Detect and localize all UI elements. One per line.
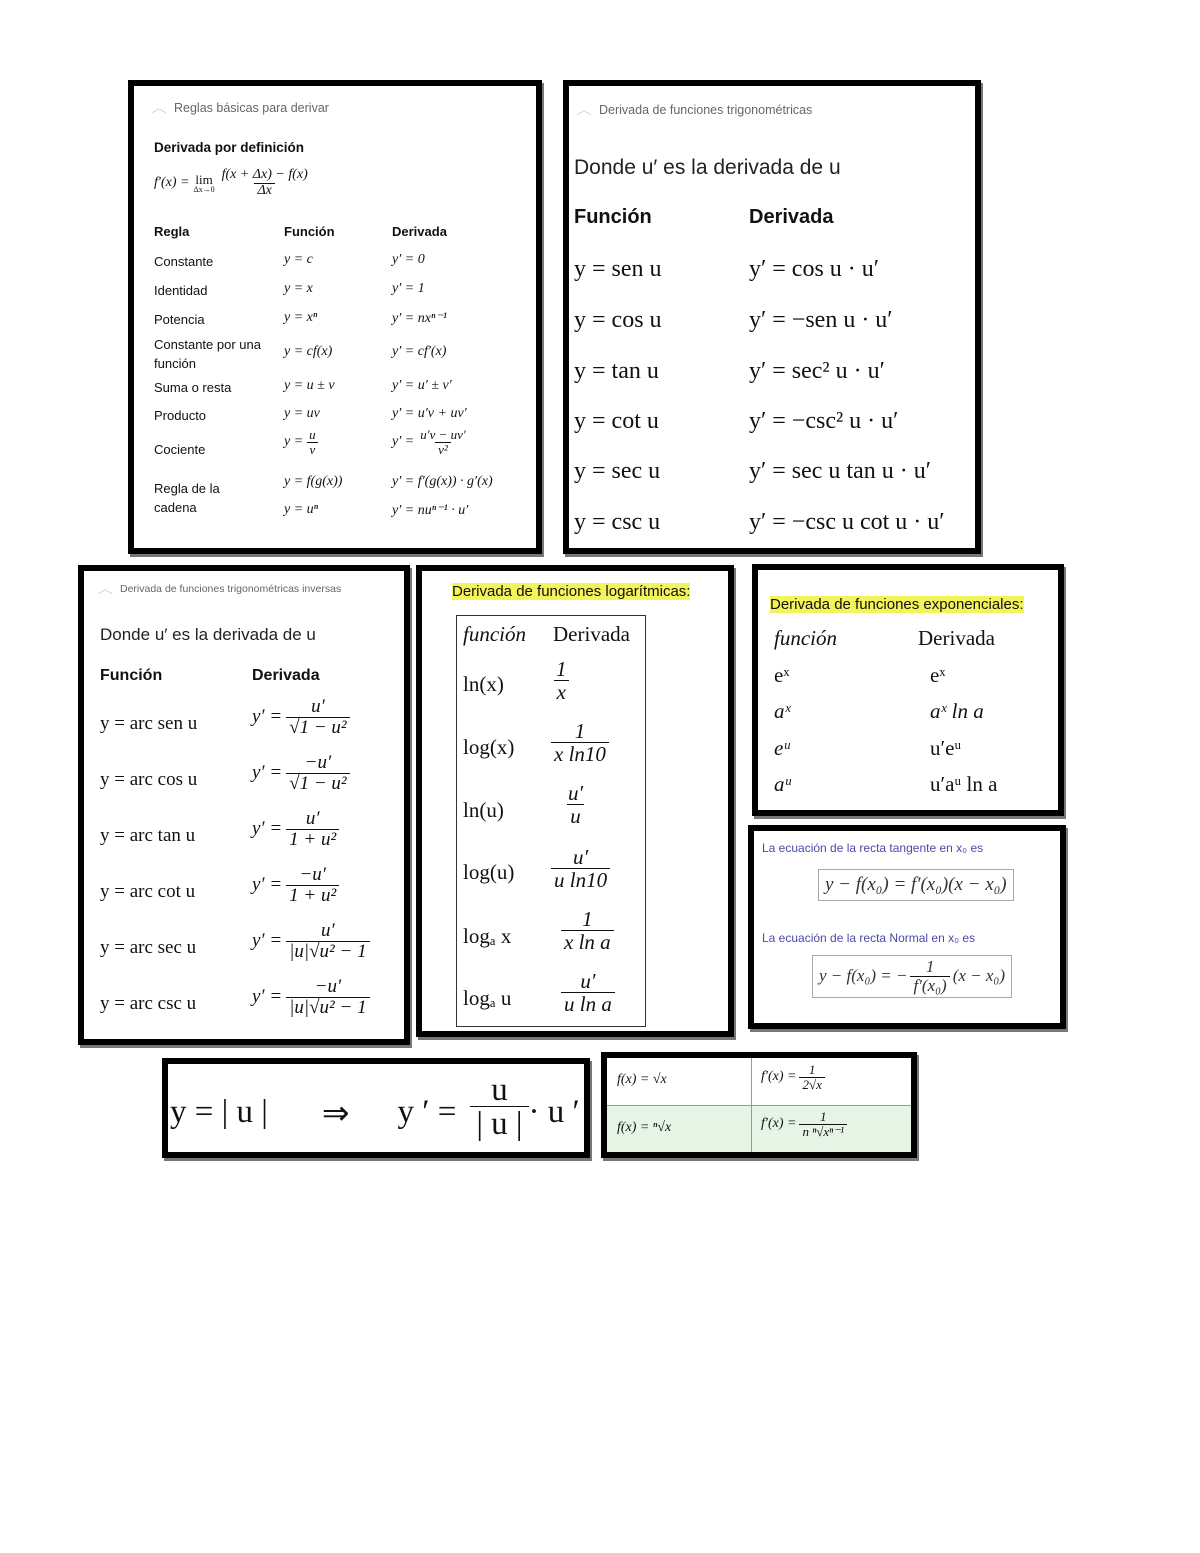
log-fraction xyxy=(551,720,609,765)
inverse-deriv xyxy=(252,977,370,1018)
tangent-normal-panel xyxy=(748,825,1066,1029)
exp-deriv: u′eᵘ xyxy=(930,736,962,760)
log-num: u′ xyxy=(580,969,596,993)
trig-deriv: y′ = cos u · u′ xyxy=(749,256,880,282)
log-den: x xyxy=(554,680,569,703)
normal-den: f′(x₀) xyxy=(910,976,949,995)
limit xyxy=(193,173,214,194)
rule-deriv: y′ = f′(g(x)) · g′(x) xyxy=(392,474,493,489)
inverse-fraction xyxy=(286,809,339,850)
tangent-label: La ecuación de la recta tangente en x₀ es xyxy=(762,841,984,855)
rule-func xyxy=(284,428,319,456)
rule-func: y = x xyxy=(284,281,313,296)
inverse-den: 1 + u² xyxy=(286,829,339,850)
exp-func: aˣ xyxy=(774,699,791,723)
log-fraction xyxy=(565,782,586,827)
log-den: u xyxy=(567,804,584,827)
inverse-deriv xyxy=(252,753,350,794)
exp-deriv: u′aᵘ ln a xyxy=(930,772,998,796)
root-deriv xyxy=(761,1110,847,1138)
exp-title-text: Derivada de funciones exponenciales: xyxy=(770,596,1024,613)
inverse-num: −u′ xyxy=(304,752,332,773)
log-den: u ln10 xyxy=(551,868,610,891)
col-func-header: Función xyxy=(284,224,335,239)
root-num: 1 xyxy=(808,1062,816,1077)
exp-title xyxy=(770,596,1024,613)
basic-rules-header-label: Reglas básicas para derivar xyxy=(174,100,329,115)
log-func: logₐ u xyxy=(463,986,512,1010)
inverse-den: √1 − u² xyxy=(286,773,349,794)
exp-panel xyxy=(752,564,1064,816)
log-num: u′ xyxy=(573,845,589,869)
rule-func: y = uv xyxy=(284,406,320,421)
log-num: 1 xyxy=(556,657,567,681)
chevron-up-icon[interactable]: ︿ xyxy=(97,585,113,596)
inverse-deriv xyxy=(252,697,350,738)
inverse-den: 1 + u² xyxy=(286,885,339,906)
inverse-num: u′ xyxy=(305,808,320,829)
rule-name: Potencia xyxy=(154,312,205,327)
rule-deriv xyxy=(392,428,469,456)
inverse-fraction xyxy=(286,697,349,738)
rule-name: Identidad xyxy=(154,283,208,298)
inverse-deriv-lhs: y′ = xyxy=(252,874,283,896)
roots-row xyxy=(607,1106,911,1152)
log-deriv xyxy=(551,720,609,765)
implies-icon: ⇒ xyxy=(321,1095,350,1132)
root-deriv xyxy=(761,1063,825,1091)
log-func: log(x) xyxy=(463,735,515,759)
inverse-deriv-lhs: y′ = xyxy=(252,762,283,784)
trig-func: y = cot u xyxy=(574,408,659,434)
basic-rules-panel xyxy=(128,80,542,554)
inverse-func: y = arc sec u xyxy=(100,937,197,958)
inverse-deriv xyxy=(252,865,339,906)
rule-func: y = uⁿ xyxy=(284,502,319,517)
abs-fraction xyxy=(470,1072,528,1142)
rule-deriv: y′ = u′v + uv′ xyxy=(392,406,467,421)
basic-rules-header[interactable] xyxy=(151,100,329,115)
exp-deriv: aˣ ln a xyxy=(930,699,984,723)
log-deriv xyxy=(553,658,570,703)
trig-deriv: y′ = sec u tan u · u′ xyxy=(749,458,931,484)
log-deriv xyxy=(561,970,615,1015)
inverse-col-deriv: Derivada xyxy=(252,667,320,684)
trig-func: y = cos u xyxy=(574,307,662,333)
inverse-deriv-lhs: y′ = xyxy=(252,818,283,840)
log-func: ln(x) xyxy=(463,672,504,696)
log-func: logₐ x xyxy=(463,924,512,948)
root-deriv-lhs: f′(x) = xyxy=(761,1069,797,1085)
trig-deriv: y′ = −sen u · u′ xyxy=(749,307,893,333)
quotient-func-lhs: y = xyxy=(284,434,304,450)
roots-divider xyxy=(751,1106,752,1152)
trig-col-deriv: Derivada xyxy=(749,206,834,228)
abs-den: | u | xyxy=(470,1106,528,1142)
rule-deriv: y′ = cf′(x) xyxy=(392,344,447,359)
rule-func: y = c xyxy=(284,252,313,267)
log-panel xyxy=(416,565,734,1037)
quotient-deriv-den: v² xyxy=(435,442,451,457)
inverse-den: |u|√u² − 1 xyxy=(286,997,369,1018)
log-den: u ln a xyxy=(561,992,615,1015)
definition-formula xyxy=(154,168,311,198)
log-fraction xyxy=(551,846,610,891)
quotient-deriv-num: u′v − uv′ xyxy=(420,427,466,442)
log-deriv xyxy=(551,846,610,891)
log-deriv xyxy=(565,782,586,827)
definition-lhs: f′(x) = xyxy=(154,175,190,191)
inverse-func: y = arc csc u xyxy=(100,993,197,1014)
rule-name: Regla de la cadena xyxy=(154,481,220,515)
inverse-fraction xyxy=(286,977,369,1018)
rule-deriv: y′ = nuⁿ⁻¹ · u′ xyxy=(392,503,469,518)
inverse-trig-panel xyxy=(78,565,410,1045)
limit-label: lim xyxy=(195,171,213,187)
rule-deriv: y′ = nxⁿ⁻¹ xyxy=(392,311,447,326)
inverse-deriv-lhs: y′ = xyxy=(252,986,283,1008)
definition-den: Δx xyxy=(254,183,274,199)
inverse-den: √1 − u² xyxy=(286,717,349,738)
inverse-num: u′ xyxy=(311,696,325,717)
root-fraction xyxy=(799,1063,824,1091)
log-fraction xyxy=(553,658,570,703)
root-fraction xyxy=(799,1110,847,1138)
chevron-up-icon[interactable]: ︿ xyxy=(151,104,167,115)
definition-title: Derivada por definición xyxy=(154,140,305,155)
log-col-deriv: Derivada xyxy=(553,622,630,646)
inverse-func: y = arc tan u xyxy=(100,825,196,846)
definition-fraction xyxy=(219,168,311,198)
rule-func: y = u ± v xyxy=(284,378,335,393)
trig-deriv: y′ = −csc² u · u′ xyxy=(749,408,899,434)
log-num: 1 xyxy=(574,719,586,743)
col-deriv-header: Derivada xyxy=(392,224,447,239)
root-den: n ⁿ√xⁿ⁻¹ xyxy=(799,1124,847,1139)
trig-deriv: y′ = −csc u cot u · u′ xyxy=(749,509,945,535)
abs-deriv-lhs: y ′ = xyxy=(397,1094,457,1131)
quotient-deriv-lhs: y′ = xyxy=(392,434,415,450)
inverse-deriv xyxy=(252,921,370,962)
normal-num: 1 xyxy=(925,957,935,976)
inverse-fraction xyxy=(286,753,349,794)
trig-panel xyxy=(563,80,981,554)
limit-sub: Δx→0 xyxy=(193,184,215,194)
trig-func: y = tan u xyxy=(574,358,659,384)
log-title xyxy=(452,583,690,600)
log-table xyxy=(456,615,646,1027)
trig-col-func: Función xyxy=(574,206,652,228)
tangent-equation: y − f(x₀) = f′(x₀)(x − x₀) xyxy=(818,869,1014,901)
inverse-func: y = arc sen u xyxy=(100,713,198,734)
inverse-fraction xyxy=(286,865,339,906)
abs-num: u xyxy=(491,1072,508,1108)
trig-deriv: y′ = sec² u · u′ xyxy=(749,358,885,384)
root-den: 2√x xyxy=(799,1077,824,1092)
inverse-num: −u′ xyxy=(314,976,342,997)
rule-func: y = cf(x) xyxy=(284,344,333,359)
trig-func: y = sen u xyxy=(574,256,662,282)
trig-intro: Donde u′ es la derivada de u xyxy=(574,156,841,179)
exp-func: eᵘ xyxy=(774,736,790,760)
quotient-func-frac xyxy=(306,428,319,456)
inverse-col-func: Función xyxy=(100,667,163,684)
exp-deriv: eˣ xyxy=(930,663,946,687)
rule-deriv: y′ = 0 xyxy=(392,252,425,267)
inverse-deriv-lhs: y′ = xyxy=(252,930,283,952)
absolute-value-formula xyxy=(170,1072,580,1142)
inverse-intro: Donde u′ es la derivada de u xyxy=(100,625,316,644)
inverse-header[interactable] xyxy=(97,581,342,596)
root-func: f(x) = ⁿ√x xyxy=(617,1120,672,1135)
col-rule-header: Regla xyxy=(154,224,190,239)
log-func: log(u) xyxy=(463,860,515,884)
log-col-func: función xyxy=(463,622,526,646)
log-den: x ln10 xyxy=(551,742,609,765)
normal-equation xyxy=(812,955,1012,998)
exp-col-deriv: Derivada xyxy=(918,626,995,650)
log-deriv xyxy=(561,908,614,953)
inverse-num: u′ xyxy=(321,920,335,941)
trig-func: y = sec u xyxy=(574,458,661,484)
normal-rhs: (x − x₀) xyxy=(952,966,1005,986)
root-deriv-lhs: f′(x) = xyxy=(761,1116,797,1132)
exp-col-func: función xyxy=(774,626,837,650)
exp-func: aᵘ xyxy=(774,772,791,796)
rule-deriv: y′ = 1 xyxy=(392,281,425,296)
inverse-func: y = arc cot u xyxy=(100,881,196,902)
abs-lhs: y = | u | xyxy=(170,1094,268,1131)
trig-header[interactable] xyxy=(576,102,813,117)
inverse-num: −u′ xyxy=(299,864,326,885)
quotient-func-den: v xyxy=(307,442,319,457)
inverse-deriv xyxy=(252,809,339,850)
rule-name: Constante xyxy=(154,254,214,269)
log-fraction xyxy=(561,908,614,953)
log-fraction xyxy=(561,970,615,1015)
inverse-deriv-lhs: y′ = xyxy=(252,706,283,728)
exp-func: eˣ xyxy=(774,663,790,687)
log-num: 1 xyxy=(582,907,593,931)
log-den: x ln a xyxy=(561,930,614,953)
rule-func: y = f(g(x)) xyxy=(284,474,343,489)
root-func: f(x) = √x xyxy=(617,1072,667,1087)
chevron-up-icon[interactable]: ︿ xyxy=(576,106,592,117)
normal-label: La ecuación de la recta Normal en x₀ es xyxy=(762,931,976,945)
roots-panel xyxy=(601,1052,917,1158)
inverse-fraction xyxy=(286,921,369,962)
rule-func: y = xⁿ xyxy=(284,310,318,325)
quotient-deriv-frac xyxy=(417,428,469,456)
inverse-den: |u|√u² − 1 xyxy=(286,941,369,962)
rule-name: Constante por una función xyxy=(154,337,261,371)
inverse-header-label: Derivada de funciones trigonométricas inversas xyxy=(120,582,342,595)
normal-fraction xyxy=(910,958,949,995)
rule-name: Cociente xyxy=(154,442,206,457)
rule-name: Suma o resta xyxy=(154,380,232,395)
roots-row xyxy=(607,1058,911,1106)
log-func: ln(u) xyxy=(463,798,504,822)
rule-deriv: y′ = u′ ± v′ xyxy=(392,378,452,393)
inverse-func: y = arc cos u xyxy=(100,769,198,790)
trig-header-label: Derivada de funciones trigonométricas xyxy=(599,102,813,117)
rule-name: Producto xyxy=(154,408,207,423)
root-num: 1 xyxy=(819,1109,827,1124)
roots-divider xyxy=(751,1058,752,1105)
log-title-text: Derivada de funciones logarítmicas: xyxy=(452,583,691,600)
definition-num: f(x + Δx) − f(x) xyxy=(221,167,308,182)
log-num: u′ xyxy=(568,781,584,805)
trig-func: y = csc u xyxy=(574,509,661,535)
normal-lhs: y − f(x₀) = − xyxy=(819,966,908,986)
absolute-value-panel xyxy=(162,1058,590,1158)
abs-tail: · u ′ xyxy=(528,1094,580,1131)
quotient-func-num: u xyxy=(309,427,316,442)
